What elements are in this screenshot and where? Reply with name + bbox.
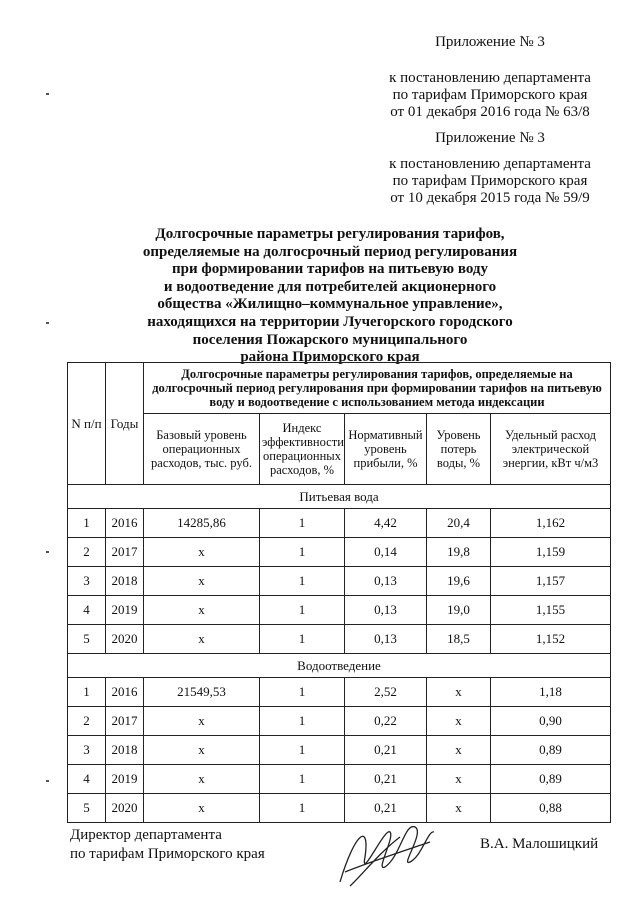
cell-energy-consumption: 0,88 [491, 794, 611, 823]
appendix-line: от 01 декабря 2016 года № 63/8 [390, 104, 590, 120]
section-row [68, 654, 611, 678]
cell-year: 2020 [106, 794, 144, 823]
scan-speck [46, 551, 49, 553]
cell-base-opex: х [144, 538, 260, 567]
table-body [68, 485, 611, 823]
scan-speck [46, 322, 49, 324]
cell-year: 2016 [106, 509, 144, 538]
cell-water-losses: 19,8 [427, 538, 491, 567]
cell-base-opex: х [144, 736, 260, 765]
cell-efficiency-index: 1 [260, 509, 345, 538]
appendix-line: от 10 декабря 2015 года № 59/9 [390, 190, 590, 206]
title-line: Долгосрочные параметры регулирования тарифов, [155, 226, 505, 242]
title-line: поселения Пожарского муниципального [192, 331, 468, 348]
cell-water-losses: х [427, 765, 491, 794]
table-row [68, 509, 611, 538]
table-row [68, 625, 611, 654]
table-row [68, 707, 611, 736]
cell-num: 5 [68, 794, 106, 823]
signer-name: В.А. Малошицкий [480, 836, 599, 852]
parameters-table [67, 362, 611, 823]
appendix-title-2 [370, 130, 610, 147]
section-title: Питьевая вода [68, 485, 611, 509]
cell-efficiency-index: 1 [260, 736, 345, 765]
header-num: N п/п [68, 363, 106, 485]
cell-water-losses: х [427, 678, 491, 707]
cell-num: 2 [68, 538, 106, 567]
cell-num: 3 [68, 567, 106, 596]
section-title: Водоотведение [68, 654, 611, 678]
table-row [68, 567, 611, 596]
cell-profit-level: 0,21 [345, 736, 427, 765]
cell-energy-consumption: 0,89 [491, 765, 611, 794]
cell-num: 1 [68, 509, 106, 538]
signature-position [70, 826, 265, 864]
table-row [68, 736, 611, 765]
cell-base-opex: х [144, 567, 260, 596]
appendix-title-1 [370, 34, 610, 51]
cell-num: 4 [68, 596, 106, 625]
cell-year: 2018 [106, 736, 144, 765]
cell-year: 2016 [106, 678, 144, 707]
cell-year: 2019 [106, 596, 144, 625]
appendix-line: к постановлению департамента [389, 70, 591, 86]
appendix-body-2 [370, 156, 610, 207]
cell-year: 2017 [106, 707, 144, 736]
cell-water-losses: х [427, 794, 491, 823]
cell-num: 4 [68, 765, 106, 794]
title-line: и водоотведение для потребителей акционерного [163, 278, 497, 295]
cell-energy-consumption: 1,157 [491, 567, 611, 596]
cell-year: 2018 [106, 567, 144, 596]
cell-energy-consumption: 1,155 [491, 596, 611, 625]
cell-water-losses: 20,4 [427, 509, 491, 538]
cell-efficiency-index: 1 [260, 538, 345, 567]
subheader-water-losses: Уровень потерь воды, % [427, 414, 491, 485]
appendix-title: Приложение № 3 [435, 130, 545, 146]
cell-base-opex: 14285,86 [144, 509, 260, 538]
appendix-body-1 [370, 70, 610, 121]
cell-num: 2 [68, 707, 106, 736]
cell-profit-level: 2,52 [345, 678, 427, 707]
header-group: Долгосрочные параметры регулирования тарифов, определяемые на долгосрочный период регулирования при формировании тарифов на питьевую воду и водоотведение с использованием метода индексации [144, 363, 611, 414]
appendix-line: по тарифам Приморского края [392, 87, 588, 103]
table-subheader-row [68, 414, 611, 485]
cell-num: 5 [68, 625, 106, 654]
document-title [100, 226, 560, 367]
cell-year: 2020 [106, 625, 144, 654]
cell-num: 3 [68, 736, 106, 765]
appendix-line: по тарифам Приморского края [392, 173, 588, 189]
table-row [68, 678, 611, 707]
handwritten-signature [330, 812, 440, 892]
section-row [68, 485, 611, 509]
cell-profit-level: 0,22 [345, 707, 427, 736]
cell-efficiency-index: 1 [260, 567, 345, 596]
cell-efficiency-index: 1 [260, 794, 345, 823]
cell-efficiency-index: 1 [260, 707, 345, 736]
cell-profit-level: 4,42 [345, 509, 427, 538]
cell-energy-consumption: 0,90 [491, 707, 611, 736]
title-line: находящихся на территории Лучегорского городского [147, 313, 513, 330]
scan-speck [46, 780, 49, 782]
cell-base-opex: х [144, 596, 260, 625]
subheader-efficiency-index: Индекс эффективности операционных расходов, % [260, 414, 345, 485]
title-line: определяемые на долгосрочный период регулирования [142, 243, 518, 260]
cell-water-losses: 19,0 [427, 596, 491, 625]
cell-water-losses: х [427, 736, 491, 765]
cell-base-opex: х [144, 765, 260, 794]
cell-energy-consumption: 1,152 [491, 625, 611, 654]
cell-num: 1 [68, 678, 106, 707]
cell-energy-consumption: 1,162 [491, 509, 611, 538]
subheader-energy-consumption: Удельный расход электрической энергии, кВт ч/м3 [491, 414, 611, 485]
table-row [68, 765, 611, 794]
position-line: Директор департамента [70, 827, 222, 843]
cell-energy-consumption: 1,18 [491, 678, 611, 707]
cell-water-losses: 19,6 [427, 567, 491, 596]
cell-profit-level: 0,13 [345, 567, 427, 596]
appendix-line: к постановлению департамента [389, 156, 591, 172]
cell-profit-level: 0,14 [345, 538, 427, 567]
cell-base-opex: х [144, 794, 260, 823]
cell-energy-consumption: 0,89 [491, 736, 611, 765]
cell-profit-level: 0,21 [345, 765, 427, 794]
cell-efficiency-index: 1 [260, 625, 345, 654]
title-line: общества «Жилищно–коммунальное управление», [157, 296, 503, 313]
position-line: по тарифам Приморского края [70, 846, 265, 862]
table-row [68, 596, 611, 625]
table-header-row [68, 363, 611, 414]
header-year: Годы [106, 363, 144, 485]
cell-efficiency-index: 1 [260, 596, 345, 625]
table-row [68, 538, 611, 567]
cell-efficiency-index: 1 [260, 765, 345, 794]
cell-base-opex: 21549,53 [144, 678, 260, 707]
cell-year: 2017 [106, 538, 144, 567]
appendix-title: Приложение № 3 [435, 34, 545, 50]
cell-profit-level: 0,21 [345, 794, 427, 823]
cell-energy-consumption: 1,159 [491, 538, 611, 567]
cell-profit-level: 0,13 [345, 596, 427, 625]
cell-base-opex: х [144, 707, 260, 736]
subheader-profit-level: Нормативный уровень прибыли, % [345, 414, 427, 485]
cell-water-losses: х [427, 707, 491, 736]
scan-speck [46, 93, 49, 95]
cell-year: 2019 [106, 765, 144, 794]
title-line: при формировании тарифов на питьевую воду [172, 261, 488, 278]
title-line: района Приморского края [240, 349, 420, 366]
cell-base-opex: х [144, 625, 260, 654]
cell-profit-level: 0,13 [345, 625, 427, 654]
cell-water-losses: 18,5 [427, 625, 491, 654]
cell-efficiency-index: 1 [260, 678, 345, 707]
subheader-base-opex: Базовый уровень операционных расходов, тыс. руб. [144, 414, 260, 485]
